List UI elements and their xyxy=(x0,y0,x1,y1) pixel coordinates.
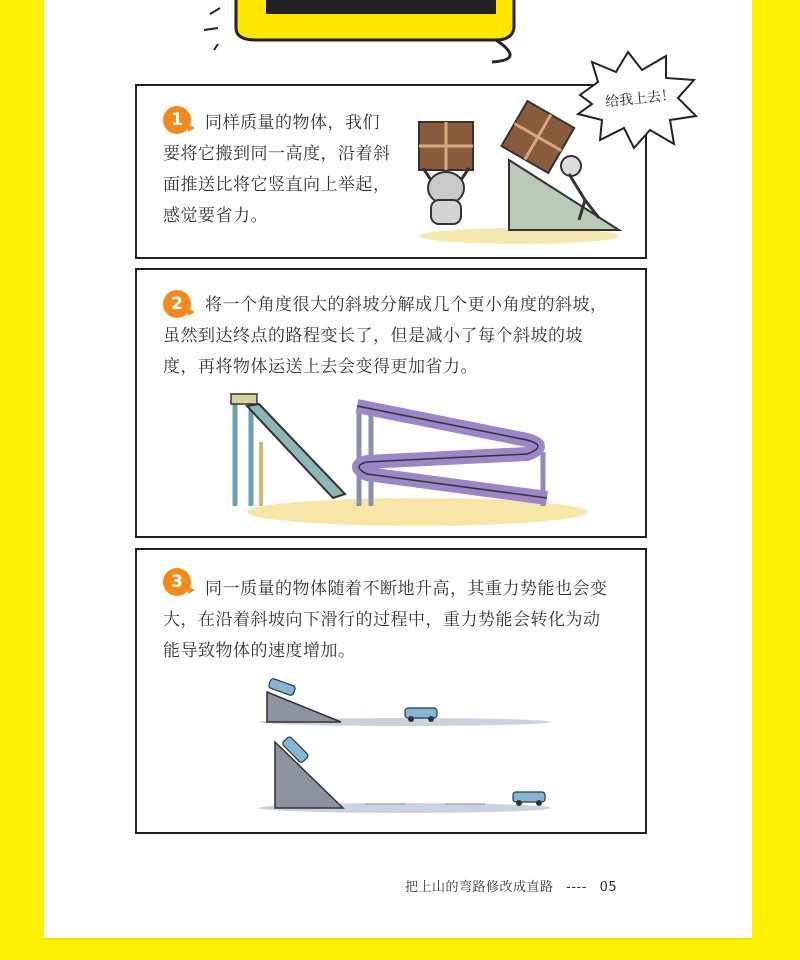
page-footer xyxy=(405,876,617,895)
panel-3 xyxy=(135,548,647,834)
footer-dashes: ---- xyxy=(566,880,587,895)
panel-2 xyxy=(135,268,647,538)
step-number-3: 3 xyxy=(163,568,191,596)
speech-text: 给我上去！ xyxy=(604,87,676,111)
step-number-1: 1 xyxy=(163,106,191,134)
page-number: 05 xyxy=(599,880,618,895)
panel-1-text: 同样质量的物体，我们要将它搬到同一高度，沿着斜面推送比将它竖直向上举起，感觉要省力。 xyxy=(163,113,391,226)
cars-on-slopes-illustration xyxy=(255,678,565,828)
step-number-2: 2 xyxy=(163,290,191,318)
title-banner xyxy=(196,0,556,80)
footer-title: 把上山的弯路修改成直路 xyxy=(405,880,554,895)
slides-illustration xyxy=(227,382,587,532)
panel-2-text: 将一个角度很大的斜坡分解成几个更小角度的斜坡，虽然到达终点的路程变长了，但是减小了每个斜坡的坡度，再将物体运送上去会变得更加省力。 xyxy=(163,295,608,377)
car-bottom-flat xyxy=(513,792,545,806)
panel-3-text: 同一质量的物体随着不断地升高，其重力势能也会变大，在沿着斜坡向下滑行的过程中，重力势能会转化为动能导致物体的速度增加。 xyxy=(163,579,608,661)
